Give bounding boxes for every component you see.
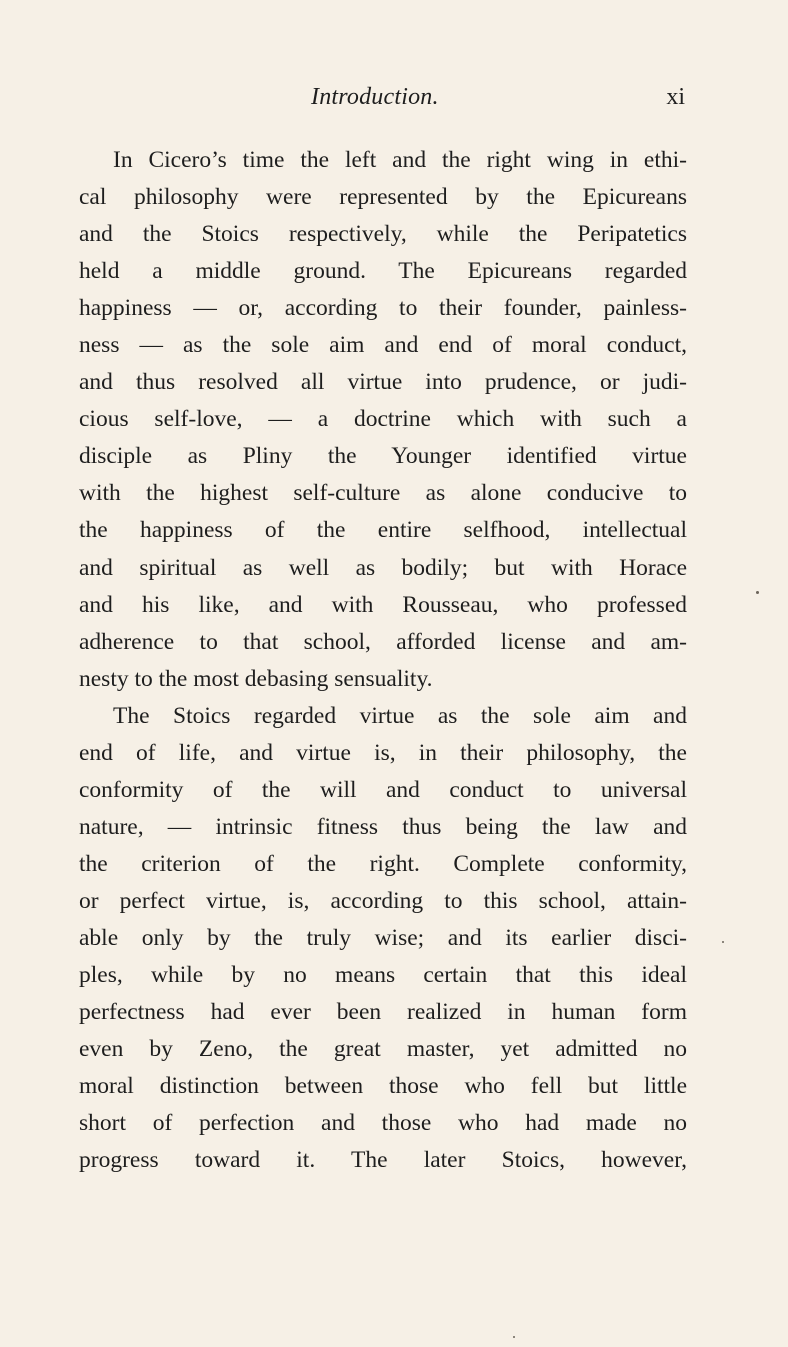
text-line: perfectness had ever been realized in human form bbox=[79, 999, 687, 1026]
running-title: Introduction. bbox=[311, 84, 439, 110]
text-line: short of perfection and those who had made no bbox=[79, 1110, 687, 1137]
page-number: xi bbox=[666, 84, 685, 110]
paper-speck bbox=[756, 591, 759, 594]
text-line: nature, — intrinsic fitness thus being the law and bbox=[79, 813, 687, 840]
text-line: The Stoics regarded virtue as the sole aim and bbox=[113, 702, 687, 729]
text-line: In Cicero’s time the left and the right wing in ethi- bbox=[113, 147, 687, 173]
text-line: held a middle ground. The Epicureans regarded bbox=[79, 258, 687, 285]
text-line: or perfect virtue, is, according to this school, attain- bbox=[79, 887, 687, 914]
text-line: even by Zeno, the great master, yet admitted no bbox=[79, 1036, 687, 1063]
text-line: moral distinction between those who fell but little bbox=[79, 1073, 687, 1100]
text-line: with the highest self-culture as alone conducive to bbox=[79, 480, 687, 507]
paper-speck bbox=[513, 1336, 515, 1338]
text-line: and his like, and with Rousseau, who professed bbox=[79, 591, 687, 618]
text-line: the happiness of the entire selfhood, intellectual bbox=[79, 517, 687, 544]
text-line: able only by the truly wise; and its earlier disci- bbox=[79, 924, 687, 951]
text-line: and spiritual as well as bodily; but with Horace bbox=[79, 554, 687, 581]
body-text bbox=[79, 142, 687, 1179]
running-head bbox=[79, 84, 685, 120]
text-line: progress toward it. The later Stoics, however, bbox=[79, 1147, 687, 1174]
text-line: and the Stoics respectively, while the Peripatetics bbox=[79, 221, 687, 248]
text-line: nesty to the most debasing sensuality. bbox=[79, 665, 433, 692]
text-line: adherence to that school, afforded license and am- bbox=[79, 628, 687, 655]
text-line: the criterion of the right. Complete conformity, bbox=[79, 850, 687, 877]
text-line: end of life, and virtue is, in their philosophy, the bbox=[79, 739, 687, 766]
text-line: cal philosophy were represented by the Epicureans bbox=[79, 184, 687, 211]
text-line: ness — as the sole aim and end of moral conduct, bbox=[79, 332, 687, 359]
text-line: conformity of the will and conduct to universal bbox=[79, 776, 687, 803]
text-line: disciple as Pliny the Younger identified virtue bbox=[79, 443, 687, 470]
text-line: happiness — or, according to their founder, painless- bbox=[79, 295, 687, 322]
text-line: and thus resolved all virtue into prudence, or judi- bbox=[79, 369, 687, 396]
text-line: cious self-love, — a doctrine which with such a bbox=[79, 406, 687, 433]
text-line: ples, while by no means certain that this ideal bbox=[79, 962, 687, 989]
paper-speck bbox=[722, 941, 724, 943]
